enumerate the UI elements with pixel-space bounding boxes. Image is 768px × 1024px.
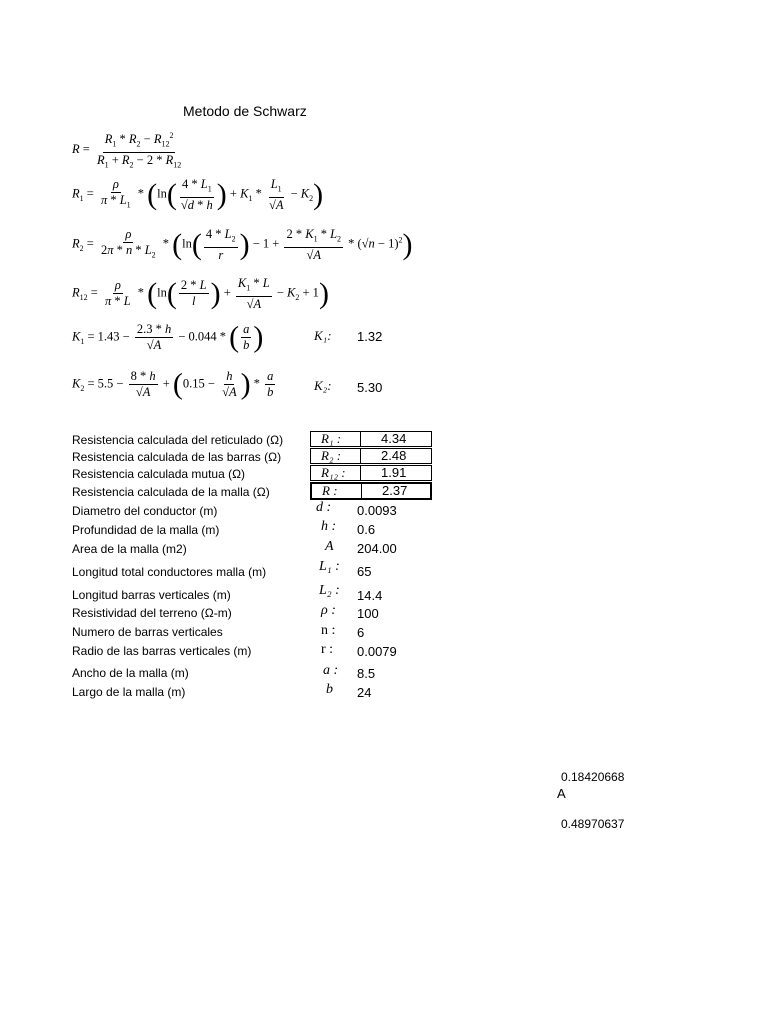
bottom-value-2: 0.48970637 — [561, 817, 625, 831]
result-symbol-r2: R₂ : — [311, 449, 361, 463]
param-symbol-d: d : — [316, 500, 332, 515]
result-label-r: Resistencia calculada de la malla (Ω) — [72, 485, 270, 499]
param-symbol-b: b — [326, 682, 333, 697]
bottom-letter: A — [557, 786, 566, 801]
param-value-n: 6 — [357, 625, 365, 640]
param-symbol-l2: L₂ : — [319, 583, 340, 598]
param-label-a-width: Ancho de la malla (m) — [72, 666, 189, 680]
param-symbol-r-radius: r : — [321, 642, 334, 657]
param-label-n: Numero de barras verticales — [72, 625, 223, 639]
param-symbol-a-width: a : — [323, 663, 339, 678]
result-cell-r12 — [310, 465, 432, 481]
formula-r12: $R_{12}$ = $\frac{\rho}{\pi * L}$ * (ln( $\frac{2 * L}{l}$ ) + $\frac{K_1 * L}{√A}$ − $K_2 + 1$) — [72, 276, 329, 311]
param-symbol-n: n : — [321, 623, 336, 638]
result-value-r12: 1.91 — [381, 465, 407, 480]
param-label-b: Largo de la malla (m) — [72, 685, 186, 699]
param-symbol-h: h : — [321, 519, 337, 534]
param-value-l1: 65 — [357, 564, 372, 579]
param-symbol-l1: L₁ : — [319, 559, 340, 574]
result-symbol-r1: R₁ : — [311, 432, 361, 446]
bottom-value-1: 0.18420668 — [561, 770, 625, 784]
formula-k1: $K_1 = 1.43$ − $\frac{2.3 * h}{√A}$ − 0.044 * ( $\frac{a}{b}$ ) — [72, 320, 264, 354]
param-value-h: 0.6 — [357, 522, 376, 537]
result-value-r2: 2.48 — [381, 448, 407, 463]
param-value-d: 0.0093 — [357, 503, 397, 518]
param-value-l2: 14.4 — [357, 588, 383, 603]
result-cell-r2 — [310, 448, 432, 464]
param-symbol-a-area: A — [325, 539, 334, 554]
result-value-r: 2.37 — [382, 483, 408, 498]
result-cell-r[interactable] — [310, 482, 432, 500]
param-label-l2: Longitud barras verticales (m) — [72, 588, 231, 602]
param-label-l1: Longitud total conductores malla (m) — [72, 565, 267, 579]
result-symbol-r12: R₁₂ : — [311, 466, 361, 480]
formula-r1: $R_1$ = $\frac{\rho}{\pi * L_1}$ * (ln( $\frac{4 * L_1}{√d * h}$ ) + $K_1$ * $\frac{L_1}{√A}$ − $K_2$) — [72, 177, 324, 212]
param-value-rho: 100 — [357, 606, 379, 621]
formula-r: R = $\frac{R_1 * R_2 - R_{12}^2}{R_1 + R_2 - 2 * R_{12}}$ — [72, 128, 185, 172]
param-value-a-area: 204.00 — [357, 541, 397, 556]
formula-k2: $K_2 = 5.5$ − $\frac{8 * h}{√A}$ + (0.15 − $\frac{h}{√A}$ ) * $\frac{a}{b}$ — [72, 367, 274, 401]
page-title: Metodo de Schwarz — [183, 103, 307, 119]
param-value-a-width: 8.5 — [357, 666, 376, 681]
param-label-r-radius: Radio de las barras verticales (m) — [72, 644, 252, 658]
param-label-a-area: Area de la malla (m2) — [72, 542, 187, 556]
result-symbol-r: R : — [312, 484, 362, 498]
param-value-r-radius: 0.0079 — [357, 644, 397, 659]
result-value-r1: 4.34 — [381, 431, 407, 446]
param-symbol-rho: ρ : — [321, 603, 336, 618]
k2-label: K₂: — [314, 378, 332, 393]
param-label-rho: Resistividad del terreno (Ω-m) — [72, 606, 232, 620]
param-value-b: 24 — [357, 685, 372, 700]
result-cell-r1 — [310, 431, 432, 447]
result-label-r12: Resistencia calculada mutua (Ω) — [72, 467, 246, 481]
result-label-r1: Resistencia calculada del reticulado (Ω) — [72, 433, 284, 447]
k1-value: 1.32 — [357, 329, 383, 344]
param-label-d: Diametro del conductor (m) — [72, 504, 218, 518]
k2-value: 5.30 — [357, 380, 383, 395]
result-label-r2: Resistencia calculada de las barras (Ω) — [72, 450, 282, 464]
formula-r2: $R_2$ = $\frac{\rho}{2\pi * n * L_2}$ * (ln( $\frac{4 * L_2}{r}$ ) − 1 + $\frac{2 * K_1 * L_2}{√A}$ * $(√n - 1)^2$) — [72, 227, 413, 262]
param-label-h: Profundidad de la malla (m) — [72, 523, 220, 537]
k1-label: K₁: — [314, 328, 332, 343]
